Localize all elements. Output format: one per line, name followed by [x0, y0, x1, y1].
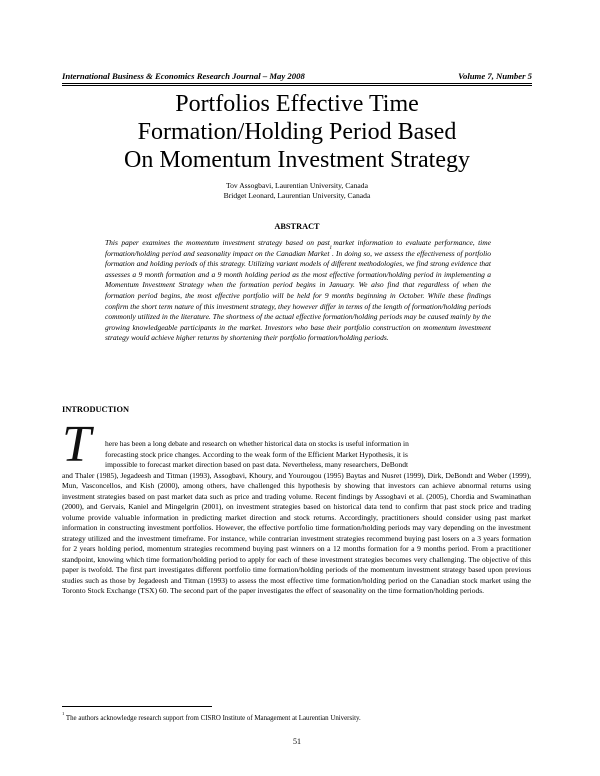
- paper-title: [62, 90, 532, 174]
- title-line-3: On Momentum Investment Strategy: [124, 147, 470, 173]
- author-1: Tov Assogbavi, Laurentian University, Canada: [226, 181, 368, 190]
- title-line-2: Formation/Holding Period Based: [137, 119, 457, 145]
- abstract-part-1: This paper examines the momentum investment strategy based on past market information to evaluate performance, time formation/holding period and seasonality impact on the Canadian Market: [105, 238, 491, 258]
- intro-line-3: impossible to forecast market direction based on past data. Nevertheless, many researchers, DeBondt: [105, 460, 409, 469]
- author-2: Bridget Leonard, Laurentian University, Canada: [223, 191, 371, 200]
- introduction-body: [62, 439, 531, 597]
- volume-number: Volume 7, Number 5: [458, 71, 532, 81]
- footnote: [62, 711, 532, 723]
- journal-name: International Business & Economics Research Journal – May 2008: [62, 71, 305, 81]
- abstract-heading: ABSTRACT: [274, 222, 320, 231]
- page-number: 51: [293, 737, 301, 746]
- intro-rest: and Thaler (1985), Jegadeesh and Titman (1993), Assogbavi, Khoury, and Yourougou (1995) Baytas and Nusret (1999), Dirk, DeBondt and Weber (1999), Mun, Vasconcellos, and Kish (2000), among others, have challenged this hypothesis by showing that investors can achieve abnormal returns using investment strategies based on past market data such as price and trading volume. Recent findings by Assogbavi et al. (2005), Chordia and Swaminathan (2000), and Gervais, Kaniel and Mingelgrin (2001), on investment strategies based on historical data tend to confirm that past stock price and trading volume provide valuable information in predicting market direction and stock returns. Accordingly, practitioners should consider using past market information in constructing investment portfolios. However, the effective portfolio time formation/holding periods may vary depending on the investment strategy utilized and the investment timeframe. For instance, while contrarian investment strategies recommend buying past losers on a 3 years formation for 2 years holding period, momentum strategies recommend buying past winners on a 12 months formation for a 9 months period. From a practitioner standpoint, knowing which time formation/holding period to apply for each of these investment strategies becomes very challenging. The objective of this paper is twofold. The first part investigates different portfolio time formation/holding periods of the momentum investment strategy based upon previous studies such as those by Jegadeesh and Titman (1993) to assess the most effective time formation/holding period on the Canadian stock market using the Toronto Stock Exchange (TSX) 60. The second part of the paper investigates the effect of seasonality on the time formation/holding periods.: [62, 470, 531, 595]
- header-rule-bottom: [62, 85, 532, 86]
- drop-cap: T: [62, 416, 91, 473]
- introduction-heading: INTRODUCTION: [62, 405, 130, 414]
- footnote-text: The authors acknowledge research support from CISRO Institute of Management at Laurentian University.: [64, 715, 361, 722]
- author-list: [62, 181, 532, 201]
- abstract-text: [105, 238, 491, 344]
- title-line-1: Portfolios Effective Time: [175, 91, 419, 117]
- footnote-marker: 1: [329, 245, 332, 251]
- abstract-part-2: . In doing so, we assess the effectiveness of portfolio formation and holding periods of this strategy. Utilizing variant models of different methodologies, we find strong evidence that assesses a 9 month formation and a 9 month holding period as the most effective formation/holding period in implementing a Momentum Investment Strategy when the formation period begins in January. We also find that regardless of when the formation period begins, the most effective portfolio will be held for 9 months beginning in October. While these findings confirm the short term nature of this investment strategy, they however differ in terms of the length of formation/holding periods commonly utilized in the literature. The shortness of the actual effective formation/holding periods may be caused mainly by the growing knowledgeable participants in the market. Investors who base their portfolio construction on momentum investment strategy would achieve higher returns by shortening their portfolio formation/holding periods.: [105, 248, 492, 343]
- footnote-number: 1: [62, 711, 65, 716]
- header-rule-top: [62, 83, 532, 84]
- running-header: [62, 71, 532, 81]
- intro-line-1: here has been a long debate and research on whether historical data on stocks is useful information in: [105, 439, 409, 448]
- intro-line-2: forecasting stock price changes. According to the weak form of the Efficient Market Hypothesis, it is: [105, 449, 408, 459]
- footnote-rule: [62, 706, 212, 707]
